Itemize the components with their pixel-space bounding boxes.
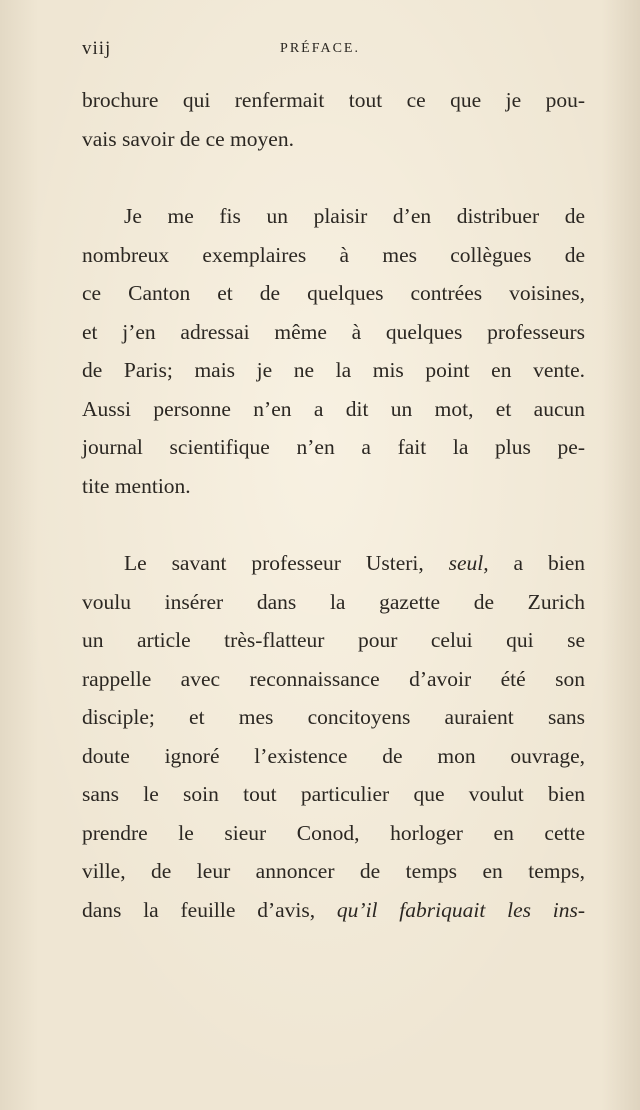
text-line: brochure qui renfermait tout ce que je pou- [82, 88, 585, 112]
text-line: de Paris; mais je ne la mis point en vente. [82, 358, 585, 382]
text-line: ce Canton et de quelques contrées voisines, [82, 281, 585, 305]
paragraph [82, 544, 585, 929]
text-line: sans le soin tout particulier que voulut bien [82, 782, 585, 806]
text-line: voulu insérer dans la gazette de Zurich [82, 589, 585, 614]
text-line [82, 544, 585, 583]
body-text [82, 81, 585, 929]
text-line: doute ignoré l’existence de mon ouvrage, [82, 743, 585, 768]
italic-word: seul, [448, 551, 489, 575]
text-fragment: dans la feuille d’avis, [82, 897, 316, 922]
paragraph [82, 81, 585, 158]
text-line: journal scientifique n’en a fait la plus pe- [82, 435, 585, 459]
text-line: rappelle avec reconnaissance d’avoir été son [82, 666, 585, 691]
text-line [82, 891, 585, 930]
text-line: nombreux exemplaires à mes collègues de [82, 242, 585, 267]
page-number: viij [82, 38, 112, 59]
paragraph [82, 197, 585, 505]
text-line: prendre le sieur Conod, horloger en cette [82, 820, 585, 845]
text-fragment: a bien [513, 551, 585, 575]
text-line: tite mention. [82, 473, 191, 498]
text-line: ville, de leur annoncer de temps en temps, [82, 859, 585, 883]
text-line: Aussi personne n’en a dit un mot, et aucun [82, 396, 585, 421]
text-line: un article très-flatteur pour celui qui se [82, 628, 585, 652]
text-line: disciple; et mes concitoyens auraient sans [82, 705, 585, 729]
page-header [0, 38, 640, 68]
text-line: et j’en adressai même à quelques professeurs [82, 319, 585, 344]
italic-phrase: qu’il fabriquait les ins- [336, 897, 586, 922]
text-line: Je me fis un plaisir d’en distribuer de [124, 204, 585, 228]
text-fragment: Le savant professeur Usteri, [124, 551, 424, 575]
running-head: PRÉFACE. [280, 41, 360, 56]
text-line: vais savoir de ce moyen. [82, 126, 294, 151]
